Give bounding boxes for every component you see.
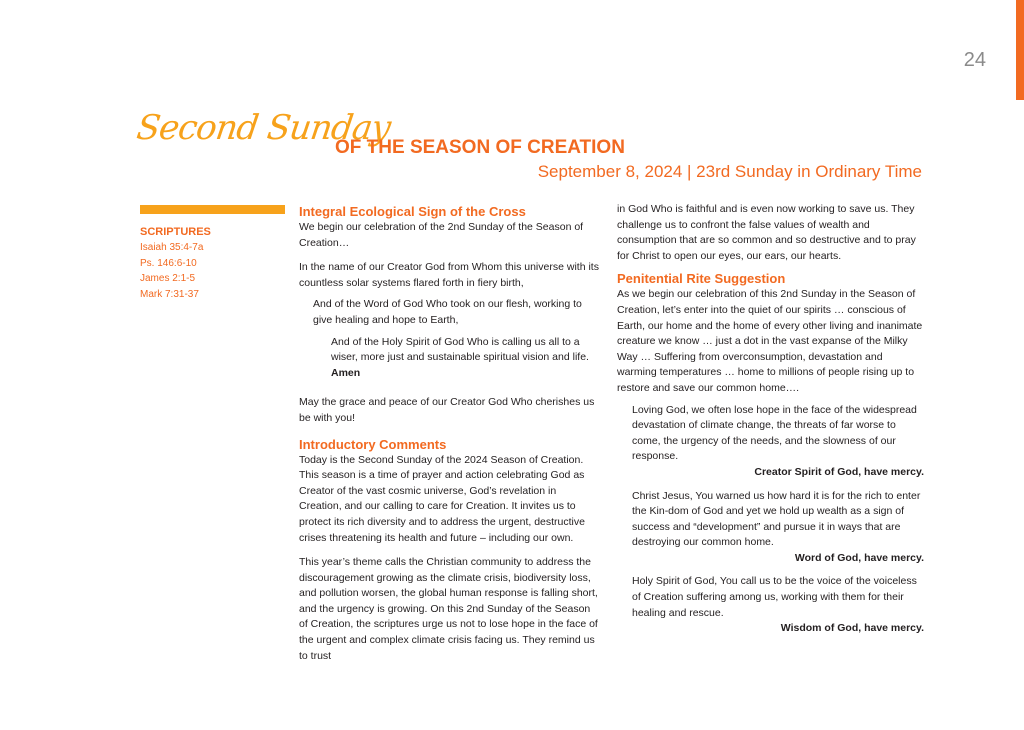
penitential-intro: As we begin our celebration of this 2nd Sunday in the Season of Creation, let’s enter into the quiet of our spirits … conscious of Earth, our home and the home of every other living and inanimate creature we know … just a dot in the vast expanse of the Milky Way … Suffering from overconsumption, devastation and warming temperatures … home to millions of people rising up to restore and save our common home…. [617, 288, 923, 394]
introductory-paragraph-1: Today is the Second Sunday of the 2024 Season of Creation. This season is a time of prayer and action celebrating God as Creator of the vast cosmic universe, God’s revelation in Creation, and our calling to care for Creation. It invites us to protect its rich diversity and to address the urgent, destructive crises threatening its health and future – including our own. [299, 453, 585, 544]
introductory-heading: Introductory Comments [299, 436, 447, 452]
sign-of-cross-line-1: In the name of our Creator God from Whom this universe with its countless solar systems flared forth in fiery birth, [299, 261, 599, 289]
amen-text: Amen [331, 366, 361, 379]
scriptures-sidebar [140, 226, 285, 302]
scripture-reference: Mark 7:31-37 [140, 288, 199, 300]
invocation-response: Creator Spirit of God, have mercy. [754, 465, 924, 478]
sign-of-cross-heading: Integral Ecological Sign of the Cross [299, 204, 526, 219]
subtitle-date: September 8, 2024 | 23rd Sunday in Ordinary Time [537, 162, 922, 181]
invocation-text: Loving God, we often lose hope in the face of the widespread devastation of climate change, the threats of far worse to come, the urgency of the needs, and the slowness of our response. [632, 403, 917, 463]
scripture-reference: Isaiah 35:4-7a [140, 242, 204, 253]
introductory-paragraph-2: This year’s theme calls the Christian community to address the discouragement growing as the climate crisis, biodiversity loss, and pollution worsen, the global human response is falling short, and the urgency is growing. On this 2nd Sunday of the Season of Creation, the scriptures urge us not to lose hope in the face of the urgent and complex climate crisis facing us. They remind us to trust [299, 556, 598, 662]
scripture-reference: James 2:1-5 [140, 273, 196, 284]
grace-text: May the grace and peace of our Creator God Who cherishes us be with you! [299, 396, 595, 424]
sign-of-cross-line-3-text: And of the Holy Spirit of God Who is calling us all to a wiser, more just and sustainable spiritual vision and life. [331, 335, 589, 364]
scripture-reference: Ps. 146:6-10 [140, 257, 197, 269]
invocation-response: Word of God, have mercy. [794, 551, 924, 564]
invocation-response: Wisdom of God, have mercy. [780, 622, 924, 635]
sign-of-cross-intro: We begin our celebration of the 2nd Sunday of the Season of Creation… [299, 221, 584, 249]
scripture-rule [140, 205, 285, 214]
introductory-paragraph-2-continued: in God Who is faithful and is even now working to save us. They challenge us to confront the false values of wealth and consumption that are so common and so destructive and to pray for Christ to open our eyes, our ears, our hearts. [617, 203, 916, 262]
page-number: 24 [963, 49, 986, 71]
title-script: Second Sunday [134, 108, 393, 148]
scriptures-heading: SCRIPTURES [140, 226, 211, 238]
middle-column [299, 203, 599, 673]
page-edge-tab [1016, 0, 1024, 100]
penitential-heading: Penitential Rite Suggestion [617, 271, 786, 287]
invocation-text: Holy Spirit of God, You call us to be the voice of the voiceless of Creation suffering among us, working with them for their healing and rescue. [632, 575, 917, 619]
title-caps: OF THE SEASON OF CREATION [335, 137, 625, 158]
sign-of-cross-line-3 [331, 335, 599, 382]
sign-of-cross-line-2: And of the Word of God Who took on our flesh, working to give healing and hope to Earth, [313, 298, 582, 326]
right-column [617, 202, 924, 645]
invocation-text: Christ Jesus, You warned us how hard it is for the rich to enter the Kin-dom of God and yet we hold up wealth as a sign of success and “development” and pursue it in ways that are destroying our common home. [632, 489, 921, 549]
